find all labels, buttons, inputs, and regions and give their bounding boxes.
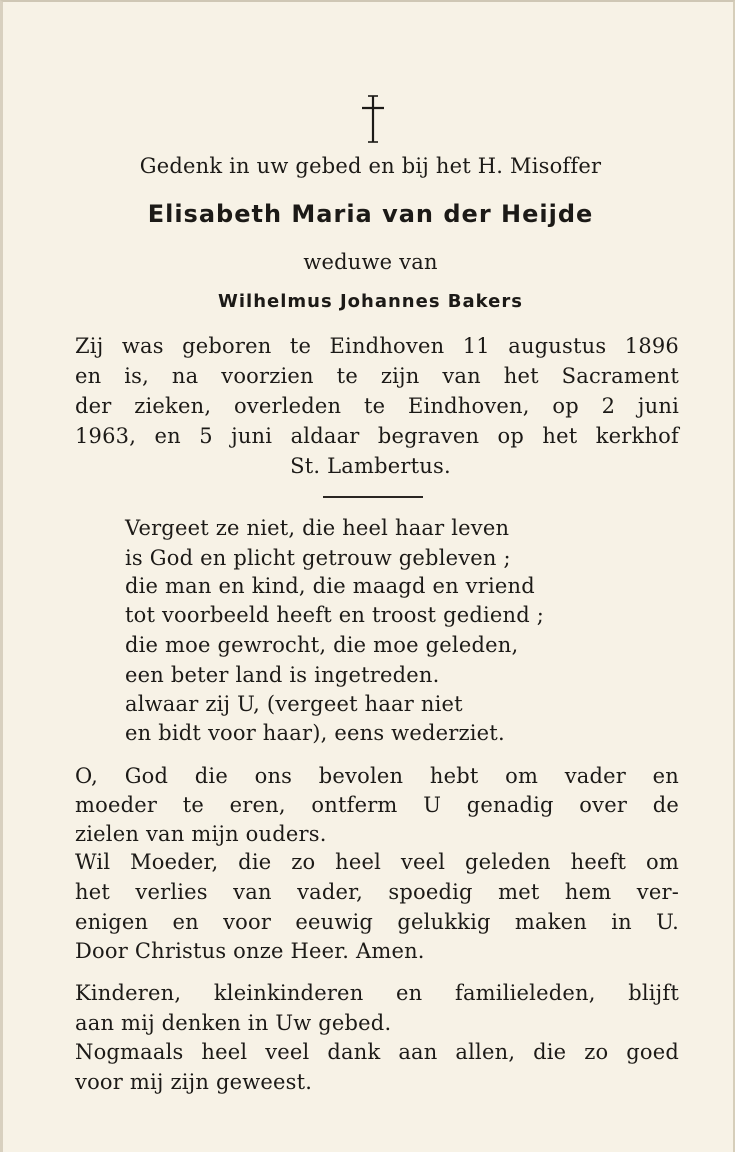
heading: Gedenk in uw gebed en bij het H. Misoffer (139, 154, 602, 178)
prayer-line: het verlies van vader, spoedig met hem ver- (75, 880, 679, 904)
poem-line: en bidt voor haar), eens wederziet. (125, 721, 505, 745)
poem-line: een beter land is ingetreden. (125, 663, 440, 687)
divider (323, 496, 423, 498)
bio-line: 1963, en 5 juni aldaar begraven op het kerkhof (75, 424, 679, 448)
poem-line: is God en plicht getrouw gebleven ; (125, 546, 511, 570)
prayer-line: Door Christus onze Heer. Amen. (75, 939, 425, 963)
closing-line: Kinderen, kleinkinderen en familieleden, blijft (75, 981, 679, 1005)
prayer-line: enigen en voor eeuwig gelukkig maken in U. (75, 910, 679, 934)
cross-icon (358, 94, 388, 144)
prayer-line: moeder te eren, ontferm U genadig over de (75, 793, 679, 817)
poem-line: Vergeet ze niet, die heel haar leven (125, 516, 510, 540)
closing-line: aan mij denken in Uw gebed. (75, 1011, 392, 1035)
prayer-line: zielen van mijn ouders. (75, 822, 327, 846)
poem-line: alwaar zij U, (vergeet haar niet (125, 692, 463, 716)
bio-line: en is, na voorzien te zijn van het Sacrament (75, 364, 679, 388)
prayer-line: O, God die ons bevolen hebt om vader en (75, 764, 679, 788)
poem-line: die moe gewrocht, die moe geleden, (125, 633, 519, 657)
bio-line: der zieken, overleden te Eindhoven, op 2 juni (75, 394, 679, 418)
bio-line: St. Lambertus. (290, 454, 451, 478)
bio-line: Zij was geboren te Eindhoven 11 augustus 1896 (75, 334, 679, 358)
spouse-name: Wilhelmus Johannes Bakers (218, 291, 523, 312)
poem-line: die man en kind, die maagd en vriend (125, 574, 535, 598)
closing-line: voor mij zijn geweest. (75, 1070, 313, 1094)
relation-text: weduwe van (303, 250, 438, 274)
closing-line: Nogmaals heel veel dank aan allen, die zo goed (75, 1040, 679, 1064)
prayer-line: Wil Moeder, die zo heel veel geleden heeft om (75, 850, 679, 874)
poem-line: tot voorbeeld heeft en troost gediend ; (125, 603, 545, 627)
deceased-name: Elisabeth Maria van der Heijde (147, 200, 594, 228)
